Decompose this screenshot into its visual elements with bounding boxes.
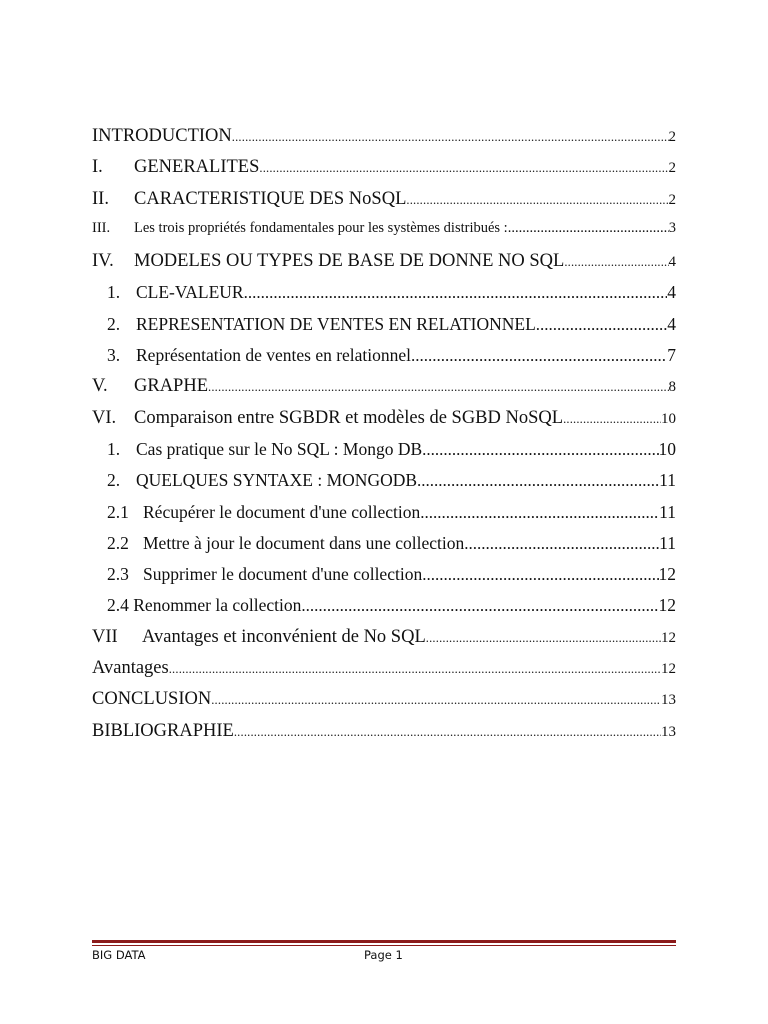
footer-rule-thin [92,945,676,946]
toc-entry-avantages-inconvenient[interactable] [92,627,676,658]
toc-leader [536,315,667,335]
toc-title: Représentation de ventes en relationnel [136,345,412,366]
toc-entry-mettre-a-jour[interactable] [92,533,676,564]
toc-entry-cas-pratique[interactable] [92,439,676,470]
toc-leader [234,725,661,740]
footer-rule-thick [92,940,676,943]
toc-number: VII [92,626,118,647]
toc-page: 7 [667,345,676,366]
toc-page: 2 [668,191,676,208]
toc-number: I. [92,157,103,178]
toc-page: 12 [661,629,676,646]
toc-entry-cle-valeur[interactable] [92,282,676,313]
toc-page: 11 [659,470,676,491]
toc-number: 3. [107,345,121,366]
toc-number: 2.3 [107,564,129,585]
toc-page: 3 [668,219,676,236]
toc-title: BIBLIOGRAPHIE [92,720,234,741]
toc-number: IV. [92,251,114,272]
toc-title: Comparaison entre SGBDR et modèles de SGBD NoSQL [134,407,564,428]
toc-page: 4 [668,254,676,271]
toc-entry-representation-ventes[interactable] [92,314,676,345]
toc-title: CONCLUSION [92,689,212,710]
toc-page: 12 [661,661,676,678]
toc-entry-introduction[interactable] [92,126,676,157]
toc-entry-avantages[interactable] [92,658,676,689]
toc-entry-bibliographie[interactable] [92,721,676,752]
toc-number: III. [92,219,111,236]
toc-leader [417,471,659,491]
toc-page: 12 [658,564,676,585]
toc-page: 8 [668,379,676,396]
toc-leader [508,220,669,237]
toc-title: GRAPHE [134,376,209,397]
table-of-contents [92,126,676,752]
toc-leader [564,255,668,270]
toc-number: 2.1 [107,501,129,522]
toc-title: REPRESENTATION DE VENTES EN RELATIONNEL [136,313,536,334]
toc-title: Mettre à jour le document dans une collection [143,532,465,553]
toc-entry-syntaxe[interactable] [92,470,676,501]
toc-leader [406,193,668,208]
toc-leader [420,503,659,523]
toc-leader [422,565,658,585]
toc-entry-caracteristique[interactable] [92,189,676,220]
toc-page: 4 [667,282,676,303]
toc-leader [464,534,659,554]
toc-page: 12 [658,595,676,616]
toc-title: 2.4 Renommer la collection [107,595,302,616]
toc-number: 1. [107,438,121,459]
toc-page: 13 [661,692,676,709]
toc-leader [244,283,668,303]
toc-entry-representation-relationnel[interactable] [92,345,676,376]
toc-leader [211,693,661,708]
toc-title: MODELES OU TYPES DE BASE DE DONNE NO SQL [134,251,565,272]
toc-leader [232,130,669,145]
toc-number: VI. [92,407,117,428]
toc-entry-modeles[interactable] [92,251,676,282]
toc-title: INTRODUCTION [92,126,232,146]
toc-leader [563,412,661,427]
toc-title: Cas pratique sur le No SQL : Mongo DB [136,438,423,459]
toc-page: 10 [661,410,676,427]
footer-divider [92,940,676,946]
toc-leader [411,346,667,366]
toc-page: 2 [668,129,676,145]
toc-leader [301,596,658,616]
toc-entry-renommer[interactable] [92,595,676,626]
toc-title: Avantages et inconvénient de No SQL [142,626,426,647]
toc-number: 2. [107,313,121,334]
toc-entry-comparaison[interactable] [92,408,676,439]
toc-number: 2.2 [107,532,129,553]
toc-page: 11 [659,532,676,553]
toc-page: 13 [661,723,676,740]
toc-title: Les trois propriétés fondamentales pour les systèmes distribués : [134,219,508,236]
footer-page-number: Page 1 [364,948,403,962]
toc-entry-supprimer[interactable] [92,564,676,595]
toc-page: 11 [659,501,676,522]
toc-number: V. [92,376,108,397]
toc-title: Avantages [92,658,169,679]
toc-entry-recuperer[interactable] [92,502,676,533]
toc-entry-conclusion[interactable] [92,689,676,720]
toc-page: 10 [658,438,676,459]
toc-title: CARACTERISTIQUE DES NoSQL [134,188,407,209]
toc-title: QUELQUES SYNTAXE : MONGODB [136,470,418,491]
toc-title: GENERALITES [134,157,260,178]
toc-leader [426,631,661,646]
toc-number: 2. [107,470,121,491]
toc-page: 4 [667,313,676,334]
toc-number: II. [92,188,109,209]
toc-leader [169,662,661,677]
toc-leader [259,161,668,176]
toc-number: 1. [107,282,121,303]
toc-page: 2 [668,160,676,177]
toc-title: Supprimer le document d'une collection [143,564,423,585]
toc-entry-proprietes[interactable] [92,220,676,251]
toc-entry-generalites[interactable] [92,157,676,188]
toc-title: Récupérer le document d'une collection [143,501,421,522]
toc-title: CLE-VALEUR [136,282,244,303]
toc-entry-graphe[interactable] [92,376,676,407]
footer-doc-title: BIG DATA [92,948,146,962]
toc-leader [422,440,658,460]
toc-leader [208,380,668,395]
